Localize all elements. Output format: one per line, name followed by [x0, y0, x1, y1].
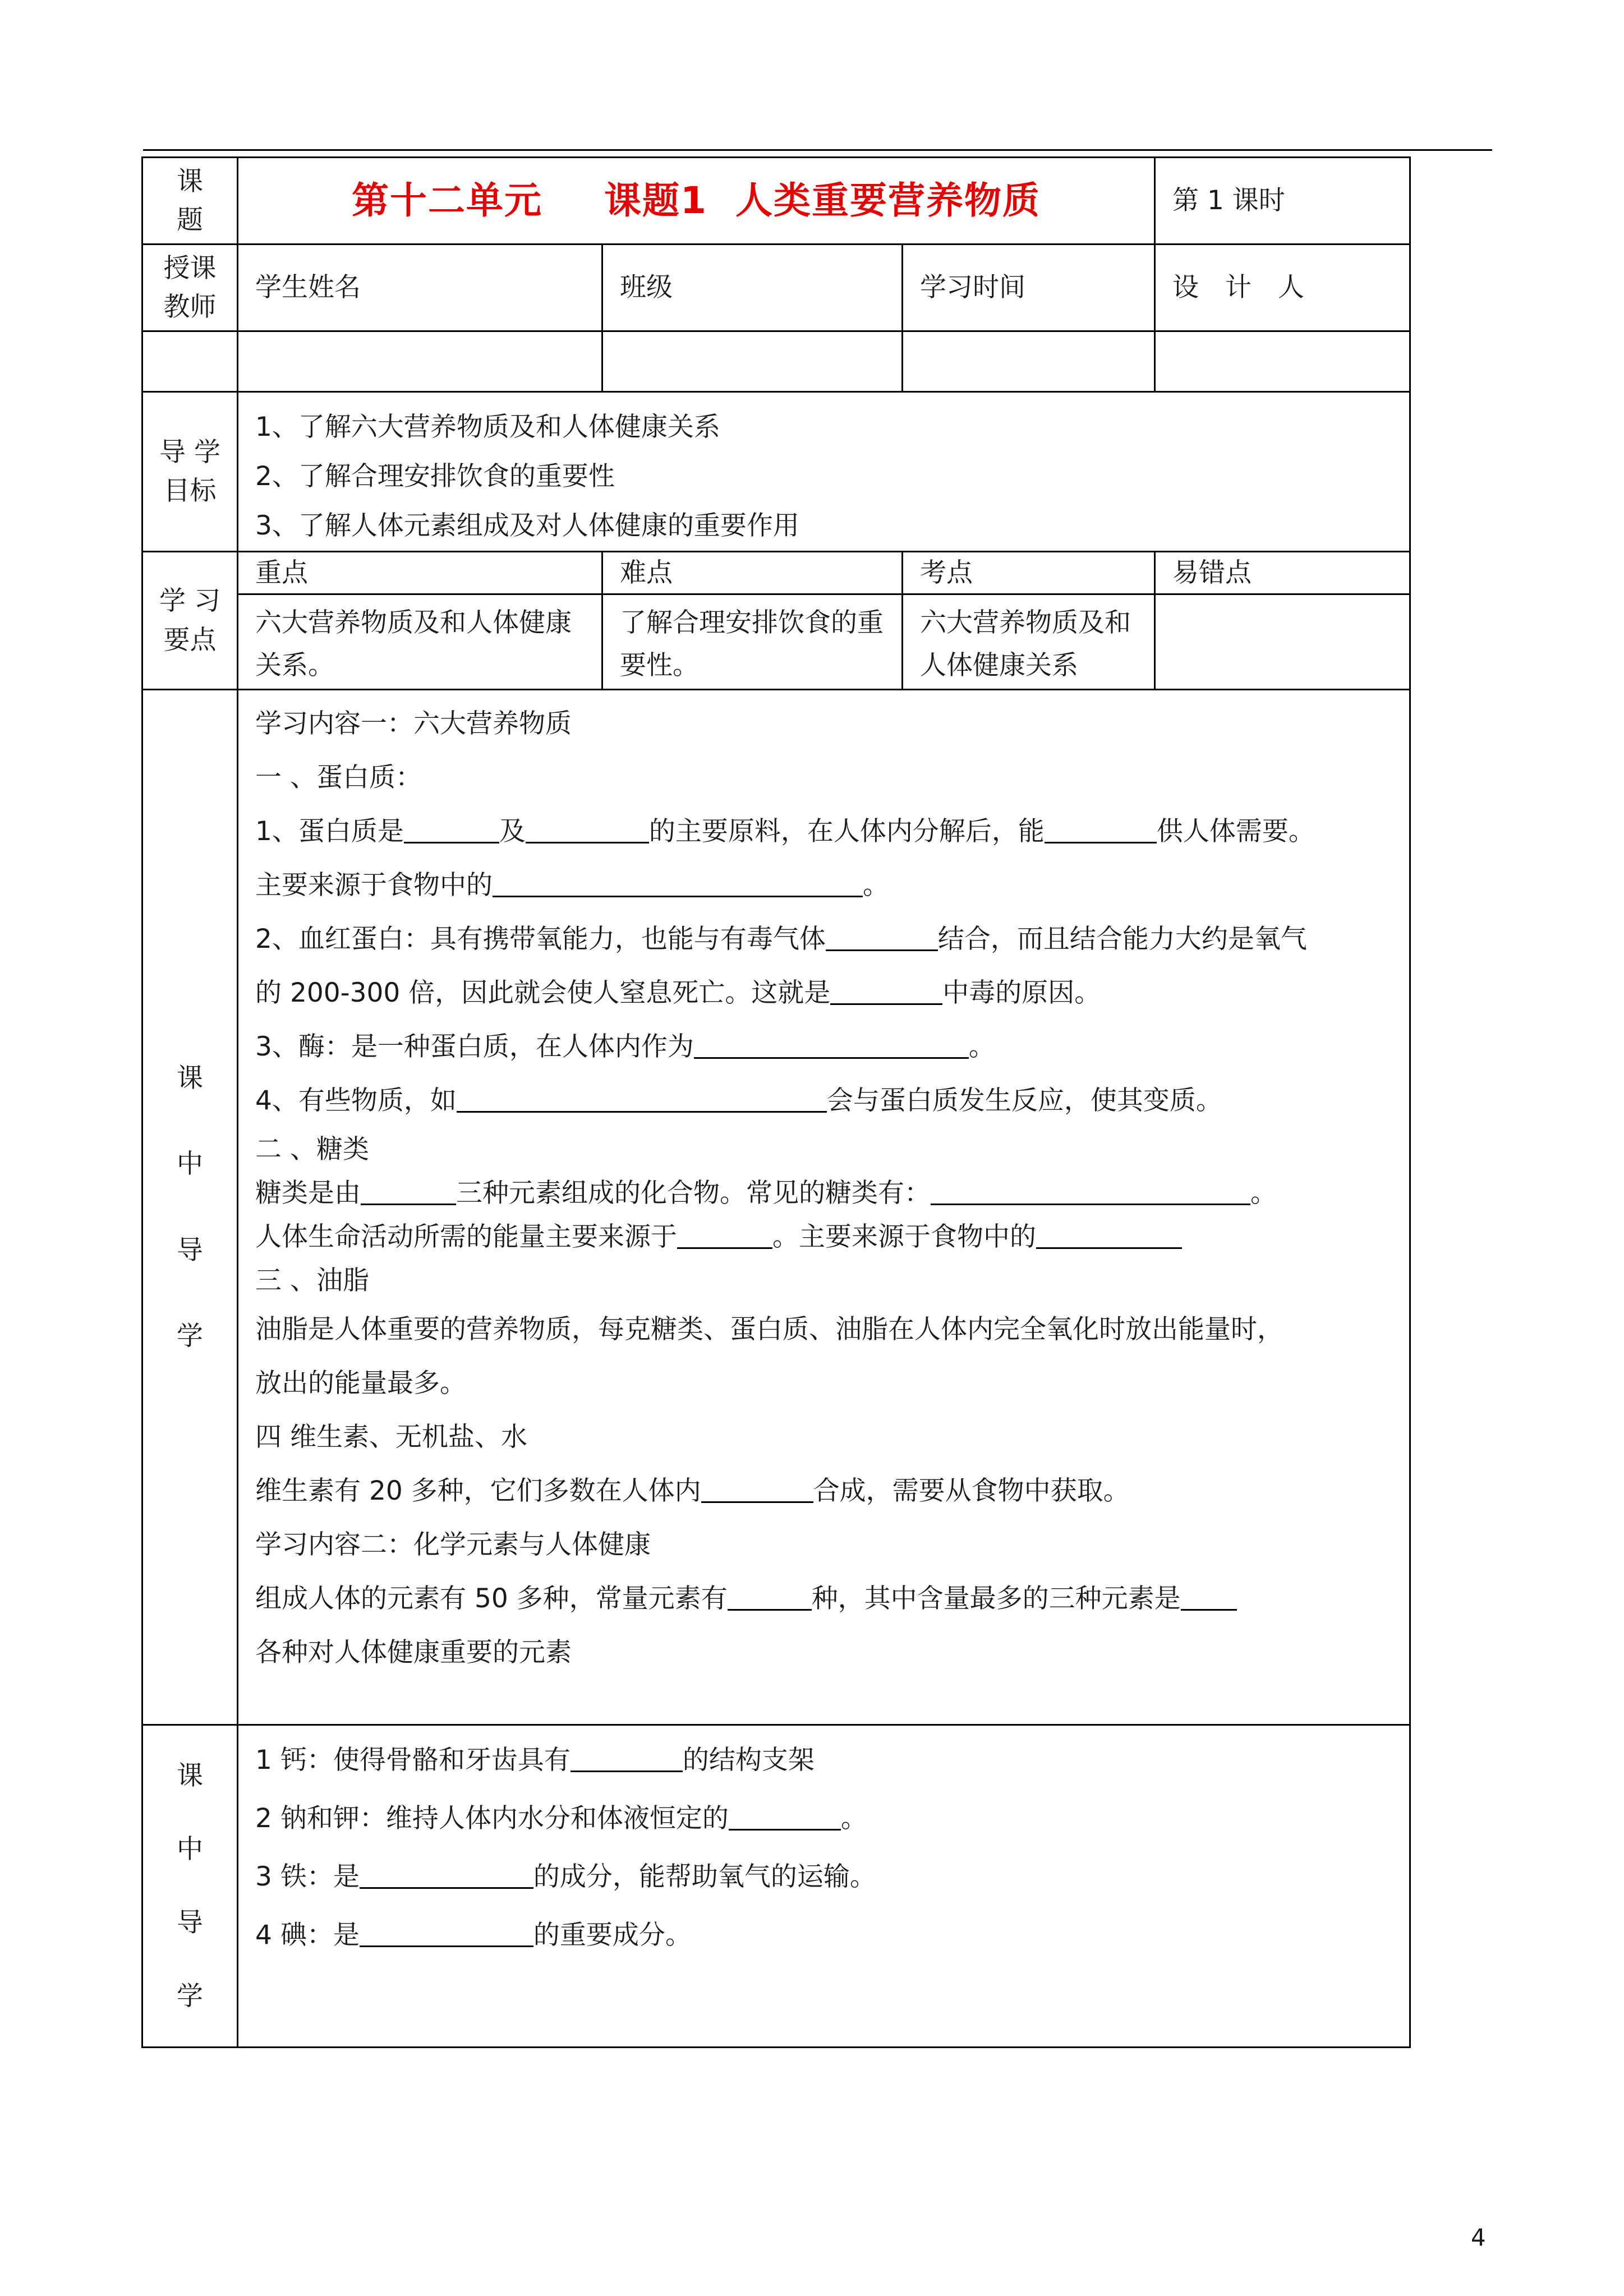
content-title: 学习内容一：六大营养物质 — [255, 708, 572, 739]
topic-name: 人类重要营养物质 — [735, 179, 1041, 223]
objectives-label: 导 学 目标 — [142, 392, 238, 552]
class-header: 班级 — [602, 245, 903, 331]
iron-line: 3 铁：是 的成分，能帮助氧气的运输。 — [255, 1861, 876, 1892]
exam-point-value: 六大营养物质及和人体健康关系 — [903, 594, 1155, 690]
blank-field[interactable] — [457, 1087, 827, 1113]
student-name-cell[interactable] — [238, 331, 602, 392]
objective-item: 2、了解合理安排饮食的重要性 — [255, 461, 615, 492]
objective-item: 3、了解人体元素组成及对人体健康的重要作用 — [255, 510, 799, 541]
iodine-line: 4 碘：是 的重要成分。 — [255, 1920, 692, 1951]
lesson-title — [238, 158, 1155, 245]
study-time-header: 学习时间 — [903, 245, 1155, 331]
vitamin-line: 维生素有 20 多种，它们多数在人体内 合成，需要从食物中获取。 — [255, 1476, 1130, 1506]
blank-field[interactable] — [360, 1864, 533, 1889]
student-name-header: 学生姓名 — [238, 245, 602, 331]
key-points-label: 学 习 要点 — [142, 552, 238, 690]
topic-label: 课 题 — [142, 158, 238, 245]
blank-field[interactable] — [931, 1180, 1250, 1205]
blank-field[interactable] — [360, 1922, 533, 1947]
blank-field[interactable] — [493, 872, 863, 897]
key-points-value-row — [142, 594, 1410, 690]
in-class-label: 课 中 导 学 — [142, 690, 238, 1725]
protein-line-1: 1、蛋白质是 及 的主要原料，在人体内分解后，能 供人体需要。 — [255, 816, 1315, 847]
blank-field[interactable] — [729, 1805, 841, 1831]
lesson-content — [238, 690, 1410, 1725]
unit-title: 第十二单元 — [352, 179, 543, 223]
key-point-header: 重点 — [238, 552, 602, 594]
study-time-cell[interactable] — [903, 331, 1155, 392]
enzyme-line: 3、酶：是一种蛋白质，在人体内作为 。 — [255, 1031, 995, 1062]
difficult-point-header: 难点 — [602, 552, 903, 594]
sugar-line-1: 糖类是由 三种元素组成的化合物。常见的糖类有： 。 — [255, 1178, 1277, 1209]
teacher-label: 授课 教师 — [142, 245, 238, 331]
objectives-list — [238, 392, 1410, 552]
calcium-line: 1 钙：使得骨骼和牙齿具有 的结构支架 — [255, 1745, 815, 1776]
blank-field[interactable] — [1045, 818, 1157, 843]
page-number: 4 — [1471, 2224, 1486, 2251]
blank-field[interactable] — [1036, 1224, 1182, 1249]
in-class-label-2: 课 中 导 学 — [142, 1725, 238, 2048]
elements-line-1: 组成人体的元素有 50 多种，常量元素有 种，其中含量最多的三种元素是 — [255, 1572, 1392, 1626]
key-point-value: 六大营养物质及和人体健康关系。 — [238, 594, 602, 690]
blank-field[interactable] — [404, 818, 499, 843]
sugar-heading: 二 、糖类 — [255, 1134, 369, 1165]
key-points-header-row — [142, 552, 1410, 594]
lesson-content-row — [142, 690, 1410, 1725]
objectives-row — [142, 392, 1410, 552]
topic-number: 课题1 — [604, 179, 707, 223]
blank-field[interactable] — [728, 1585, 812, 1611]
designer-cell[interactable] — [1155, 331, 1410, 392]
fat-line-2: 放出的能量最多。 — [255, 1368, 466, 1399]
blank-field[interactable] — [826, 926, 938, 951]
hemoglobin-line-2: 的 200-300 倍，因此就会使人窒息死亡。这就是 中毒的原因。 — [255, 978, 1101, 1008]
exam-point-header: 考点 — [903, 552, 1155, 594]
info-entry-row — [142, 331, 1410, 392]
objective-item: 1、了解六大营养物质及和人体健康关系 — [255, 412, 720, 442]
blank-field[interactable] — [694, 1034, 969, 1059]
designer-header: 设 计 人 — [1155, 245, 1410, 331]
fat-line-1: 油脂是人体重要的营养物质，每克糖类、蛋白质、油脂在人体内完全氧化时放出能量时， — [255, 1314, 1283, 1345]
lesson-content-row-2 — [142, 1725, 1410, 2048]
elements-line-2: 各种对人体健康重要的元素 — [255, 1637, 572, 1668]
fat-heading: 三 、油脂 — [255, 1265, 369, 1296]
info-row — [142, 245, 1410, 331]
blank-field[interactable] — [701, 1478, 813, 1503]
denature-line: 4、有些物质，如 会与蛋白质发生反应，使其变质。 — [255, 1085, 1222, 1116]
difficult-point-value: 了解合理安排饮食的重要性。 — [602, 594, 903, 690]
class-cell[interactable] — [602, 331, 903, 392]
title-row — [142, 158, 1410, 245]
protein-line-2: 主要来源于食物中的 。 — [255, 870, 889, 901]
error-point-header: 易错点 — [1155, 552, 1410, 594]
blank-field[interactable] — [526, 818, 649, 843]
blank-field[interactable] — [1181, 1585, 1237, 1611]
hemoglobin-line-1: 2、血红蛋白：具有携带氧能力，也能与有毒气体 结合，而且结合能力大约是氧气 — [255, 924, 1307, 955]
vitamin-heading: 四 维生素、无机盐、水 — [255, 1422, 527, 1453]
blank-field[interactable] — [571, 1747, 683, 1772]
sodium-potassium-line: 2 钠和钾：维持人体内水分和体液恒定的 。 — [255, 1803, 867, 1834]
blank-field[interactable] — [677, 1224, 772, 1249]
lesson-plan-table — [141, 156, 1411, 2048]
lesson-content-2 — [238, 1725, 1410, 2048]
blank-field[interactable] — [830, 980, 942, 1005]
error-point-value — [1155, 594, 1410, 690]
top-rule — [143, 149, 1492, 151]
protein-heading: 一 、蛋白质： — [255, 762, 422, 793]
period-cell: 第 1 课时 — [1155, 158, 1410, 245]
empty-cell — [142, 331, 238, 392]
content2-title: 学习内容二：化学元素与人体健康 — [255, 1529, 651, 1560]
blank-field[interactable] — [361, 1180, 456, 1205]
sugar-line-2: 人体生命活动所需的能量主要来源于 。主要来源于食物中的 — [255, 1215, 1392, 1259]
